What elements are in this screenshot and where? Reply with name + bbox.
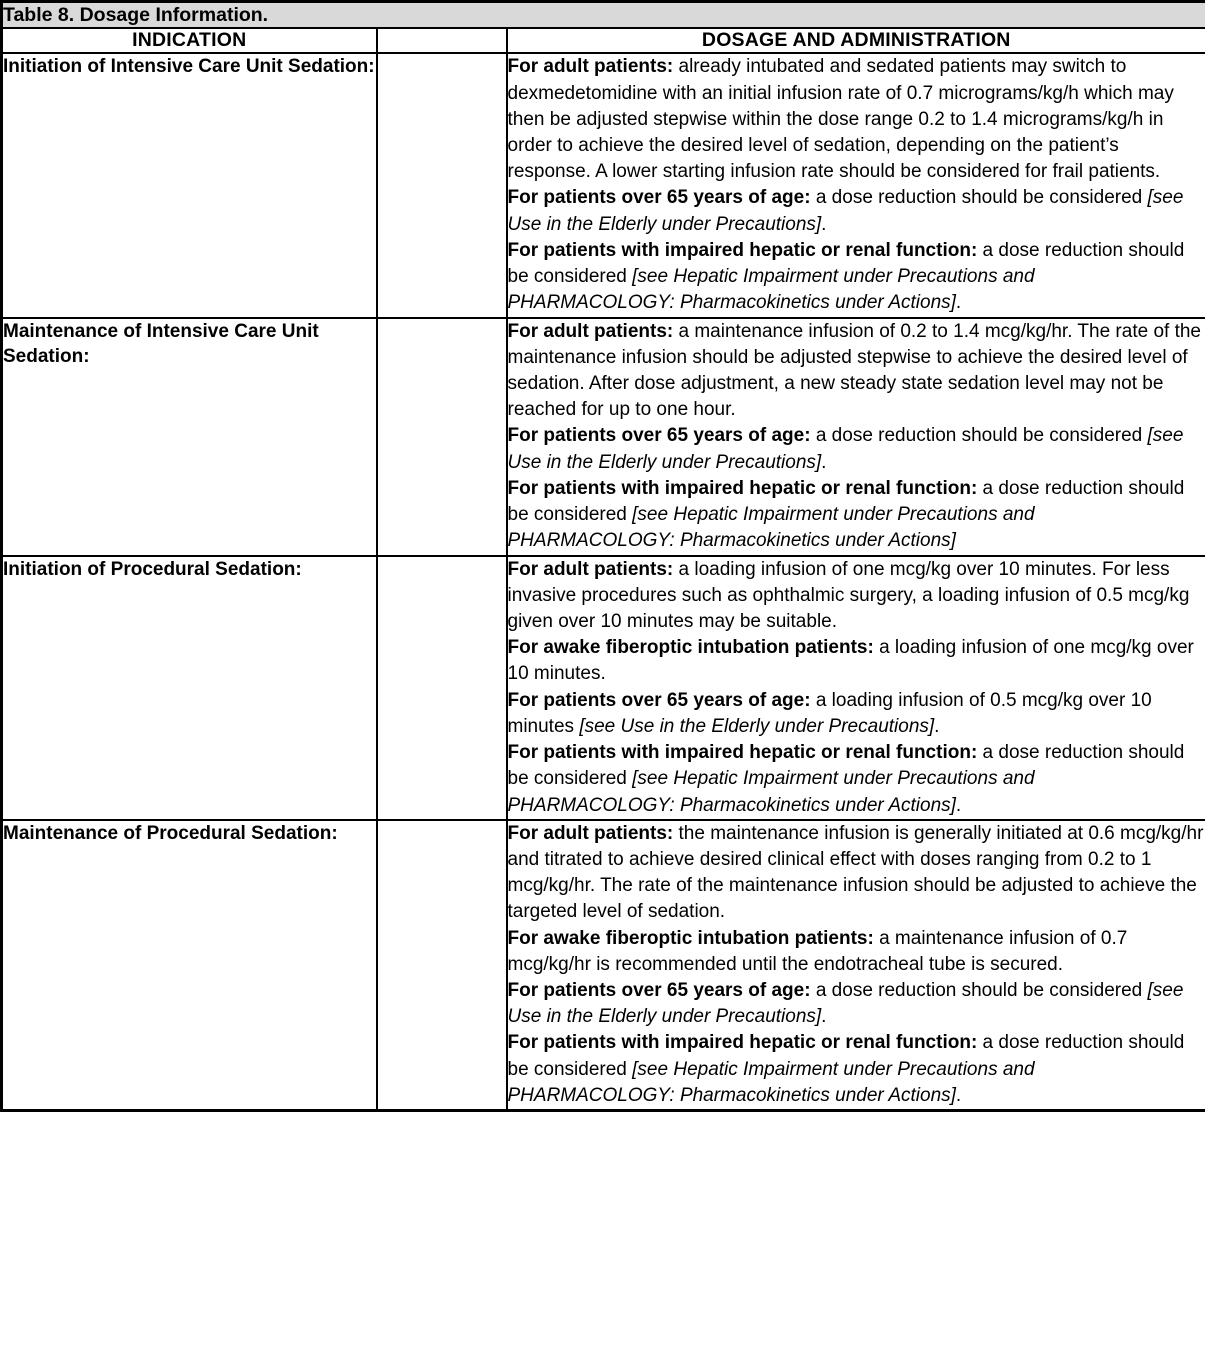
dosage-paragraph bbox=[508, 54, 1205, 185]
dosage-paragraph-lead: For awake fiberoptic intubation patients: bbox=[507, 927, 874, 949]
dosage-cross-reference: [see Hepatic Impairment under Precautions and PHARMACOLOGY: Pharmacokinetics under Actions] bbox=[507, 266, 1035, 314]
table-caption: Table 8. Dosage Information. bbox=[2, 2, 1205, 29]
dosage-cell bbox=[507, 556, 1205, 820]
table-row bbox=[2, 556, 1205, 820]
indication-cell: Initiation of Intensive Care Unit Sedation: bbox=[2, 53, 377, 317]
dosage-paragraph-body: a dose reduction should be considered bbox=[507, 742, 1185, 790]
dosage-cross-reference: [see Use in the Elderly under Precautions] bbox=[507, 980, 1184, 1028]
dosage-cross-reference: [see Hepatic Impairment under Precautions and PHARMACOLOGY: Pharmacokinetics under Actions] bbox=[507, 504, 1035, 552]
dosage-cell bbox=[507, 53, 1205, 317]
dosage-cross-reference: [see Hepatic Impairment under Precautions and PHARMACOLOGY: Pharmacokinetics under Actions] bbox=[507, 768, 1035, 816]
dosage-paragraph-lead: For adult patients: bbox=[507, 558, 674, 580]
dosage-paragraph bbox=[508, 635, 1205, 687]
dosage-paragraph bbox=[508, 978, 1205, 1030]
dosage-paragraph-body: a loading infusion of 0.5 mcg/kg over 10 minutes bbox=[507, 689, 1152, 737]
dosage-paragraph-lead: For awake fiberoptic intubation patients: bbox=[507, 637, 874, 659]
dosage-paragraph-tail: . bbox=[955, 1084, 962, 1106]
dosage-paragraph-tail: . bbox=[955, 794, 962, 816]
dosage-paragraph-lead: For patients over 65 years of age: bbox=[507, 187, 811, 209]
dosage-cross-reference: [see Use in the Elderly under Precautions] bbox=[507, 187, 1184, 235]
dosage-paragraph-lead: For patients with impaired hepatic or renal function: bbox=[507, 1032, 978, 1054]
table-row bbox=[2, 820, 1205, 1111]
table-title-row bbox=[2, 2, 1205, 29]
dosage-cross-reference: [see Use in the Elderly under Precautions] bbox=[507, 425, 1184, 473]
dosage-paragraph bbox=[508, 688, 1205, 740]
dosage-paragraph-tail: . bbox=[955, 292, 962, 314]
dosage-paragraph-body: a dose reduction should be considered bbox=[507, 1032, 1185, 1080]
dosage-paragraph-body: already intubated and sedated patients may switch to dexmedetomidine with an initial infusion rate of 0.7 micrograms/kg/h which may then be adjusted stepwise within the dose range 0.2 to 1.4 micrograms/kg/h in order to achieve the desired level of sedation, depending on the patient’s response. A lower starting infusion rate should be considered for frail patients. bbox=[507, 56, 1174, 183]
dosage-paragraph-lead: For patients with impaired hepatic or renal function: bbox=[507, 742, 978, 764]
indication-cell: Maintenance of Procedural Sedation: bbox=[2, 820, 377, 1111]
dosage-paragraph-tail: . bbox=[934, 715, 940, 737]
indication-cell: Initiation of Procedural Sedation: bbox=[2, 556, 377, 820]
dosage-paragraph-tail: . bbox=[821, 213, 827, 235]
table-row bbox=[2, 53, 1205, 317]
dosage-paragraph-tail: . bbox=[821, 451, 827, 473]
table-row bbox=[2, 318, 1205, 556]
dosage-cell bbox=[507, 318, 1205, 556]
dosage-paragraph-body: a dose reduction should be considered bbox=[810, 425, 1148, 447]
table-body bbox=[2, 2, 1205, 1111]
dosage-paragraph bbox=[508, 423, 1205, 475]
dosage-paragraph bbox=[508, 238, 1205, 317]
dosage-paragraph-body: a maintenance infusion of 0.2 to 1.4 mcg/kg/hr. The rate of the maintenance infusion should be adjusted stepwise to achieve the desired level of sedation. After dose adjustment, a new steady state sedation level may not be reached for up to one hour. bbox=[507, 320, 1201, 421]
dosage-paragraph bbox=[508, 740, 1205, 819]
dosage-paragraph-body: a maintenance infusion of 0.7 mcg/kg/hr is recommended until the endotracheal tube is secured. bbox=[507, 927, 1128, 975]
column-header-dosage-and-administration: DOSAGE AND ADMINISTRATION bbox=[507, 28, 1205, 53]
table-header-row bbox=[2, 28, 1205, 53]
dosage-paragraph bbox=[508, 926, 1205, 978]
dosage-cell bbox=[507, 820, 1205, 1111]
column-header-indication: INDICATION bbox=[2, 28, 377, 53]
dosage-paragraph bbox=[508, 185, 1205, 237]
dosage-paragraph-lead: For patients with impaired hepatic or renal function: bbox=[507, 477, 978, 499]
dosage-paragraph-lead: For patients with impaired hepatic or renal function: bbox=[507, 239, 978, 261]
spacer-cell bbox=[377, 820, 507, 1111]
dosage-paragraph-tail: . bbox=[821, 1006, 827, 1028]
dosage-paragraph bbox=[508, 557, 1205, 636]
dosage-paragraph bbox=[508, 1030, 1205, 1109]
dosage-paragraph-body: a dose reduction should be considered bbox=[507, 477, 1185, 526]
indication-cell: Maintenance of Intensive Care Unit Sedation: bbox=[2, 318, 377, 556]
dosage-paragraph bbox=[508, 319, 1205, 424]
dosage-paragraph-lead: For patients over 65 years of age: bbox=[507, 689, 811, 711]
dosage-paragraph-body: a dose reduction should be considered bbox=[507, 239, 1185, 288]
dosage-paragraph-body: the maintenance infusion is generally initiated at 0.6 mcg/kg/hr and titrated to achieve desired clinical effect with doses ranging from 0.2 to 1 mcg/kg/hr. The rate of the maintenance infusion should be adjusted to achieve the targeted level of sedation. bbox=[507, 822, 1204, 923]
spacer-cell bbox=[377, 556, 507, 820]
spacer-cell bbox=[377, 53, 507, 317]
column-header-spacer bbox=[377, 28, 507, 53]
dosage-paragraph-lead: For adult patients: bbox=[507, 320, 674, 342]
dosage-paragraph-body: a loading infusion of one mcg/kg over 10 minutes. For less invasive procedures such as ophthalmic surgery, a loading infusion of 0.5 mcg/kg given over 10 minutes may be suitable. bbox=[507, 558, 1190, 632]
dosage-paragraph-lead: For patients over 65 years of age: bbox=[507, 980, 811, 1002]
dosage-paragraph-lead: For adult patients: bbox=[507, 822, 674, 844]
dosage-paragraph bbox=[508, 821, 1205, 926]
dosage-paragraph-lead: For adult patients: bbox=[507, 56, 674, 78]
spacer-cell bbox=[377, 318, 507, 556]
dosage-cross-reference: [see Use in the Elderly under Precautions] bbox=[579, 715, 935, 737]
dosage-cross-reference: [see Hepatic Impairment under Precautions and PHARMACOLOGY: Pharmacokinetics under Actions] bbox=[507, 1058, 1035, 1106]
dosage-paragraph-body: a dose reduction should be considered bbox=[810, 980, 1148, 1002]
dosage-paragraph-body: a loading infusion of one mcg/kg over 10 minutes. bbox=[507, 637, 1194, 685]
dosage-paragraph bbox=[508, 476, 1205, 555]
dosage-paragraph-lead: For patients over 65 years of age: bbox=[507, 425, 811, 447]
dosage-paragraph-body: a dose reduction should be considered bbox=[810, 187, 1148, 209]
